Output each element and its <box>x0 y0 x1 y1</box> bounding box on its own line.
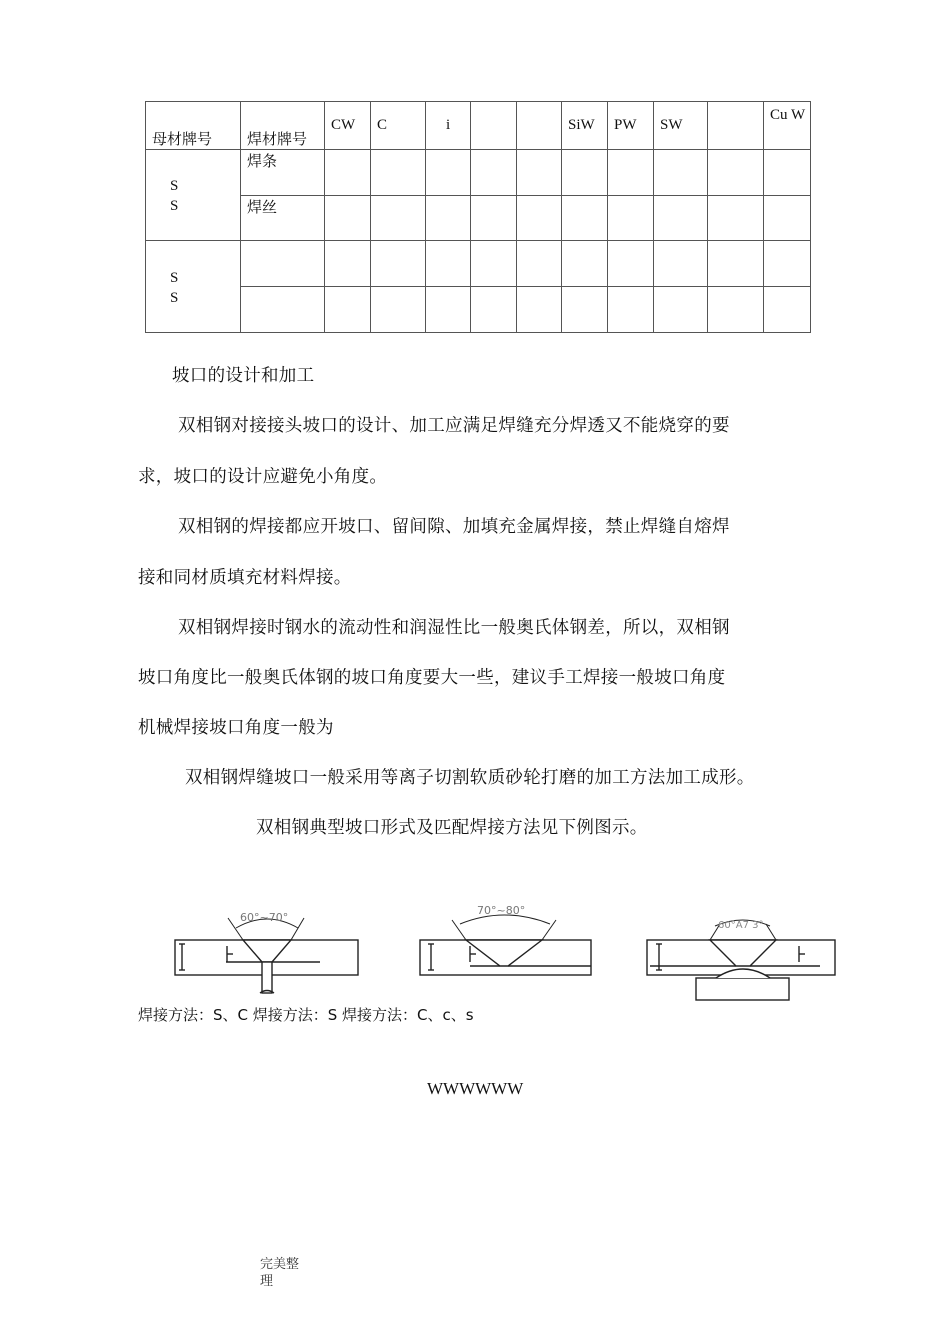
paragraph-line: 双相钢的焊接都应开坡口、留间隙、加填充金属焊接，禁止焊缝自熔焊 <box>178 517 730 537</box>
base-metal-letter: S <box>170 178 179 194</box>
header-col-cu-w: Cu W <box>764 102 811 150</box>
composition-table <box>145 101 811 333</box>
paragraph-line: 双相钢焊接时钢水的流动性和润湿性比一般奥氏体钢差，所以，双相钢 <box>178 618 730 638</box>
header-col: SiW <box>562 102 608 150</box>
header-col: C <box>371 102 426 150</box>
paragraph-line: 接和同材质填充材料焊接。 <box>138 568 352 588</box>
filler-cell <box>241 241 325 287</box>
header-col <box>708 102 764 150</box>
welding-method-caption: 焊接方法：S、C 焊接方法：S 焊接方法：C、c、s <box>138 1006 474 1024</box>
u-groove-diagram <box>647 920 835 1000</box>
header-col: CW <box>325 102 371 150</box>
paragraph-line: 双相钢典型坡口形式及匹配焊接方法见下例图示。 <box>256 818 648 838</box>
table-header-row <box>146 102 811 150</box>
groove-diagrams <box>170 900 850 1002</box>
paragraph-line: 双相钢对接接头坡口的设计、加工应满足焊缝充分焊透又不能烧穿的要 <box>178 416 730 436</box>
angle-label: 60°~70° <box>240 911 289 924</box>
paragraph-line: 双相钢焊缝坡口一般采用等离子切割软质砂轮打磨的加工方法加工成形。 <box>185 768 755 788</box>
base-metal-cell <box>146 241 241 333</box>
v-groove-diagram <box>175 918 358 993</box>
footer-line: 理 <box>260 1274 274 1289</box>
section-title: 坡口的设计和加工 <box>172 366 315 386</box>
angle-label: 60°A7 3° <box>718 920 764 931</box>
base-metal-letter: S <box>170 198 179 214</box>
footer-line: 完美整 <box>260 1257 300 1272</box>
v-groove-diagram <box>420 915 591 975</box>
table-row <box>146 241 811 287</box>
paragraph-line: 坡口角度比一般奥氏体钢的坡口角度要大一些，建议手工焊接一般坡口角度 <box>138 668 726 688</box>
table-row <box>146 150 811 196</box>
base-metal-letter: S <box>170 290 179 306</box>
filler-cell: 焊条 <box>241 150 325 196</box>
table-row <box>146 287 811 333</box>
filler-cell: 焊丝 <box>241 196 325 241</box>
footer-note <box>260 1256 299 1290</box>
header-base-metal: 母材牌号 <box>146 102 241 150</box>
base-metal-cell <box>146 150 241 241</box>
paragraph-line: 机械焊接坡口角度一般为 <box>138 718 334 738</box>
header-filler: 焊材牌号 <box>241 102 325 150</box>
paragraph-line: 求，坡口的设计应避免小角度。 <box>138 467 388 487</box>
table-row <box>146 196 811 241</box>
angle-label: 70°~80° <box>477 904 526 917</box>
centered-text: WWWWWW <box>427 1079 524 1098</box>
header-col: i <box>426 102 471 150</box>
filler-cell <box>241 287 325 333</box>
header-col: SW <box>654 102 708 150</box>
header-col <box>517 102 562 150</box>
header-col <box>471 102 517 150</box>
base-metal-letter: S <box>170 270 179 286</box>
header-col: PW <box>608 102 654 150</box>
